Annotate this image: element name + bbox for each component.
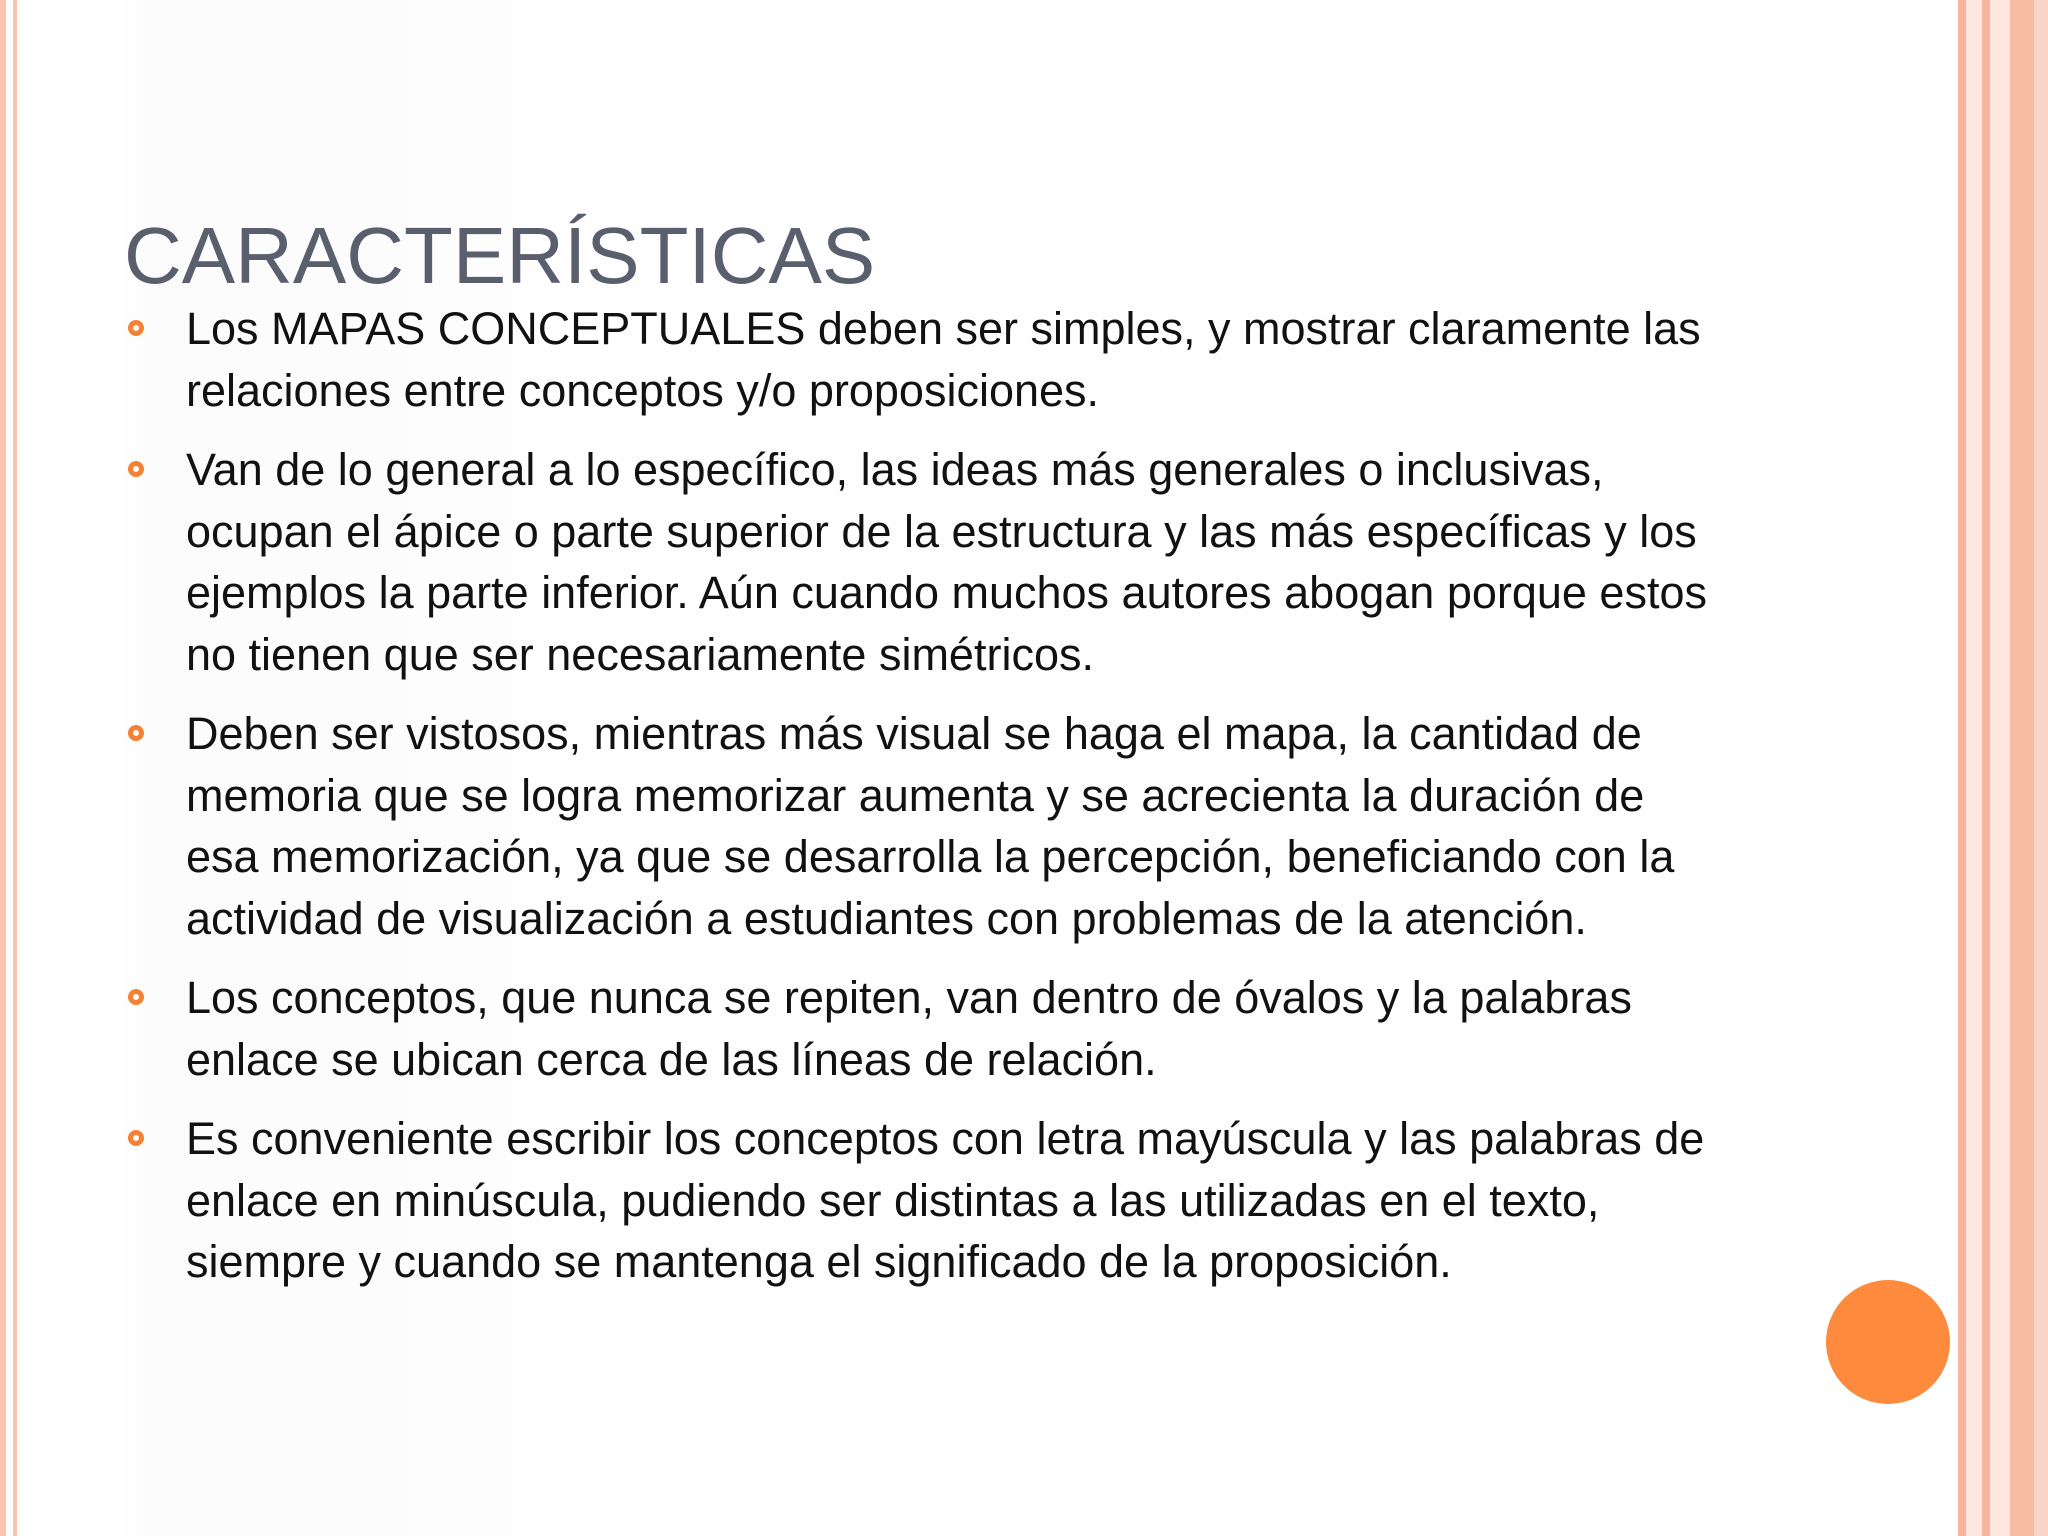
right-decorative-line: [2010, 0, 2034, 1536]
bullet-ring-icon: [128, 461, 144, 477]
bullet-text-line: Los MAPAS CONCEPTUALES deben ser simples, y mostrar claramente las: [186, 303, 1701, 354]
bullet-list: [124, 298, 1924, 1311]
bullet-text-line: enlace se ubican cerca de las líneas de relación.: [186, 1033, 1157, 1085]
bullet-ring-icon: [128, 725, 144, 741]
bullet-text-line: relaciones entre conceptos y/o proposiciones.: [186, 364, 1100, 416]
bullet-ring-icon: [128, 320, 144, 336]
bullet-text-line: no tienen que ser necesariamente simétricos.: [186, 628, 1094, 680]
left-border-stripe: [13, 0, 17, 1536]
bullet-item: [124, 439, 1924, 685]
bullet-text-line: Deben ser vistosos, mientras más visual se haga el mapa, la cantidad de: [186, 708, 1642, 759]
slide-title: CARACTERÍSTICAS: [124, 211, 876, 300]
bullet-ring-icon: [128, 989, 144, 1005]
bullet-text-line: memoria que se logra memorizar aumenta y se acrecienta la duración de: [186, 769, 1645, 821]
bullet-text-line: ocupan el ápice o parte superior de la estructura y las más específicas y los: [186, 505, 1697, 557]
bullet-text-line: ejemplos la parte inferior. Aún cuando muchos autores abogan porque estos: [186, 567, 1707, 618]
bullet-text-line: Los conceptos, que nunca se repiten, van dentro de óvalos y la palabras: [186, 972, 1632, 1023]
bullet-text-line: actividad de visualización a estudiantes con problemas de la atención.: [186, 892, 1587, 944]
bullet-ring-icon: [128, 1130, 144, 1146]
bullet-item: [124, 298, 1924, 421]
bullet-item: [124, 703, 1924, 949]
bullet-text-line: esa memorización, ya que se desarrolla la percepción, beneficiando con la: [186, 831, 1675, 882]
right-decorative-line: [2034, 0, 2048, 1536]
bullet-text-line: enlace en minúscula, pudiendo ser distintas a las utilizadas en el texto,: [186, 1174, 1600, 1226]
bullet-item: [124, 967, 1924, 1090]
bullet-text-line: Es conveniente escribir los conceptos con letra mayúscula y las palabras de: [186, 1113, 1705, 1164]
bullet-item: [124, 1108, 1924, 1293]
left-border-stripe: [0, 0, 6, 1536]
right-decorative-line: [1958, 0, 1966, 1536]
right-decorative-line: [1982, 0, 1990, 1536]
bullet-text-line: Van de lo general a lo específico, las ideas más generales o inclusivas,: [186, 444, 1604, 495]
bullet-text-line: siempre y cuando se mantenga el significado de la proposición.: [186, 1236, 1452, 1287]
